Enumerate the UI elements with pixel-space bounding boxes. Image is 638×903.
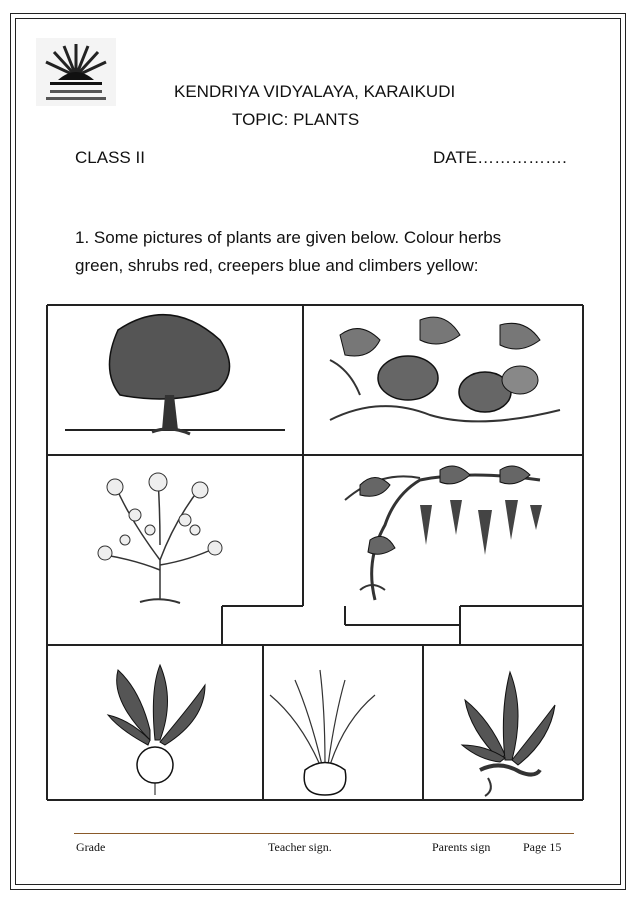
class-label: CLASS II xyxy=(75,148,145,167)
teacher-sign-label: Teacher sign. xyxy=(268,840,332,854)
onion-herb-icon xyxy=(270,670,375,795)
radish-herb-icon xyxy=(108,665,205,795)
school-name: KENDRIYA VIDYALAYA, KARAIKUDI xyxy=(174,82,456,101)
parents-sign-label: Parents sign xyxy=(432,840,491,854)
footer-rule xyxy=(74,833,574,834)
ginger-herb-icon xyxy=(462,672,555,796)
topic-title: TOPIC: PLANTS xyxy=(232,110,360,129)
page-number: Page 15 xyxy=(523,840,562,854)
grade-label: Grade xyxy=(76,840,106,854)
date-field[interactable]: DATE……………. xyxy=(433,148,567,167)
flowering-shrub-icon xyxy=(98,473,222,603)
question-text: 1. Some pictures of plants are given below. Colour herbs green, shrubs red, creepers blue and climbers yellow: xyxy=(75,228,502,275)
tree-icon xyxy=(109,315,229,434)
grape-climber-icon xyxy=(345,466,542,600)
pumpkin-creeper-icon xyxy=(330,317,560,421)
